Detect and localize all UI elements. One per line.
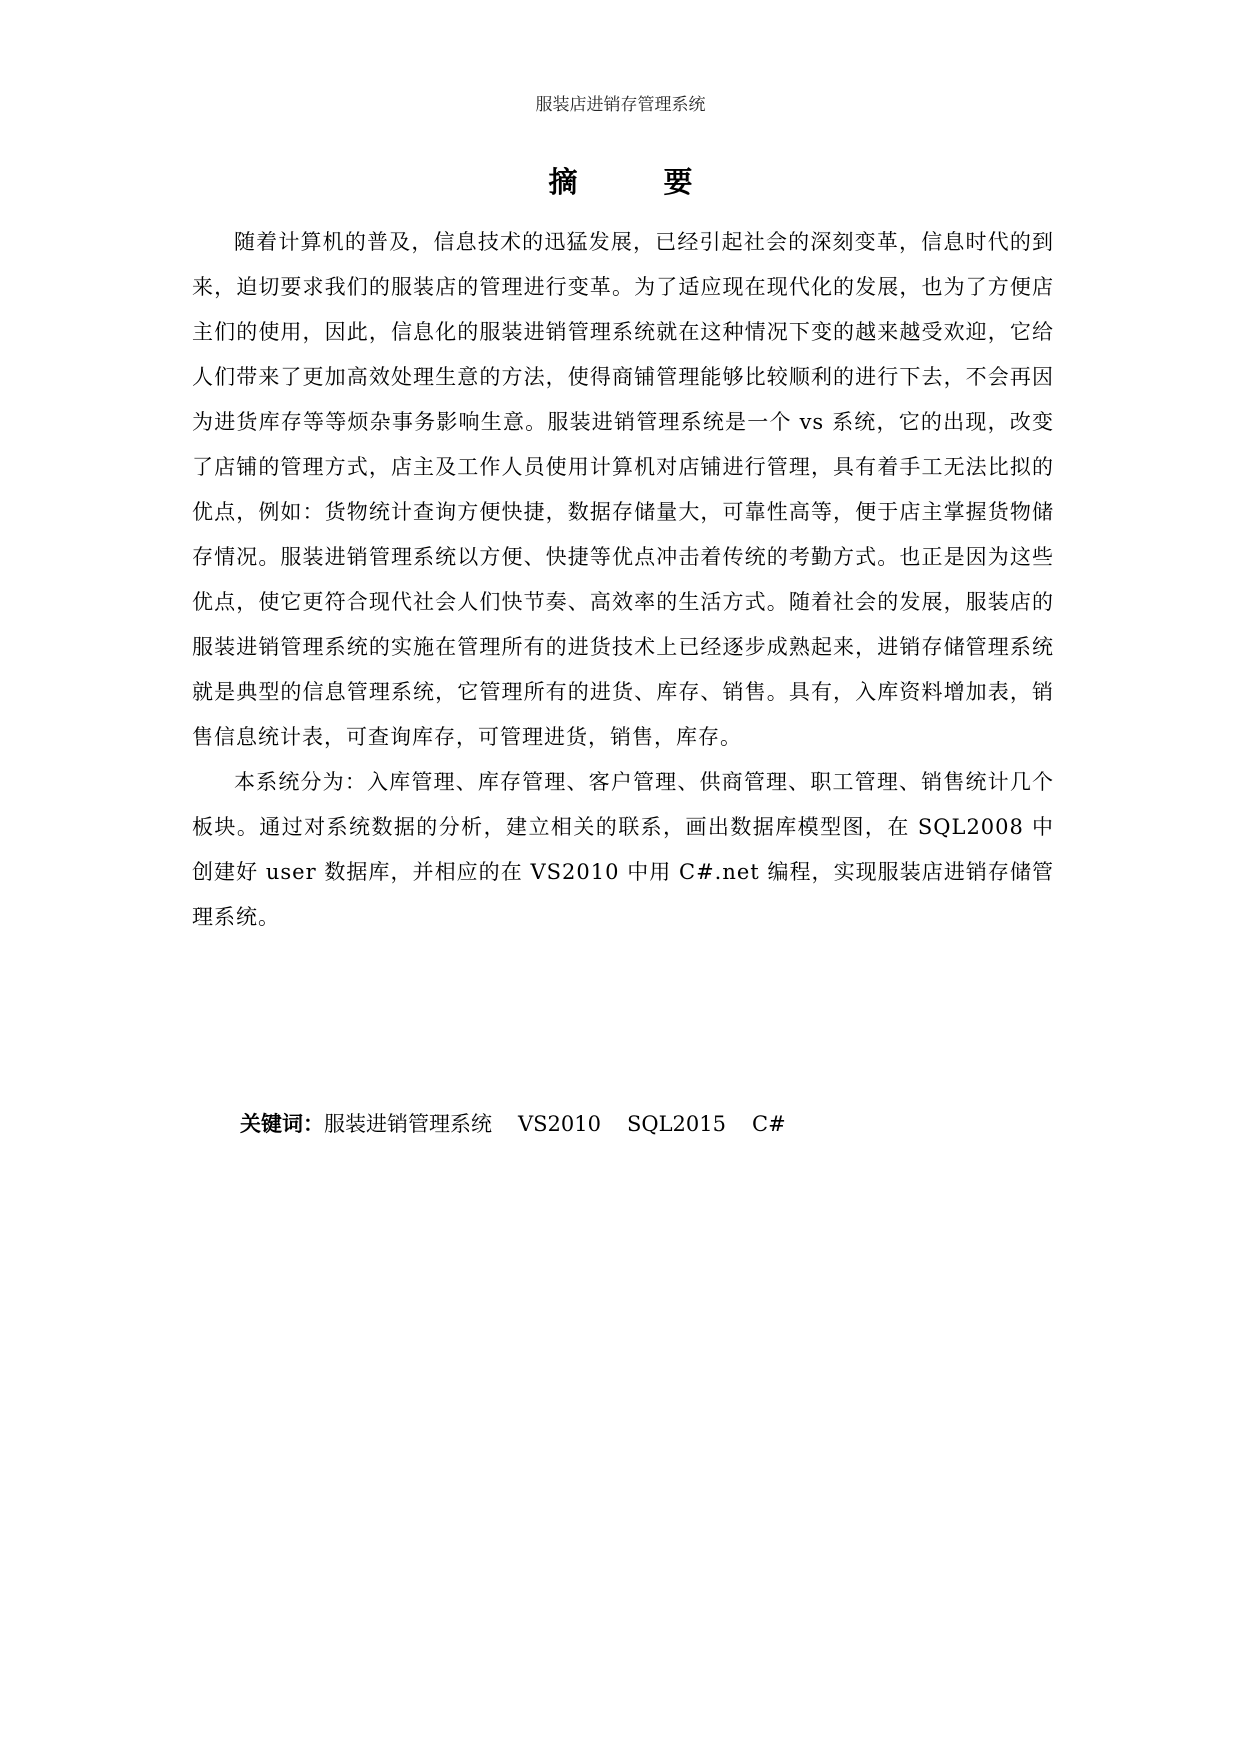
keyword-item: SQL2015 [627, 1112, 726, 1136]
keyword-item: 服装进销管理系统 [324, 1112, 492, 1136]
keywords-label: 关键词： [240, 1112, 324, 1136]
abstract-paragraph: 本系统分为：入库管理、库存管理、客户管理、供商管理、职工管理、销售统计几个板块。通过对系统数据的分析，建立相关的联系，画出数据库模型图，在 SQL2008 中创建好 user 数据库，并相应的在 VS2010 中用 C#.net 编程，实现服装店进销存储管理系统。 [192, 770, 1054, 929]
keyword-item: VS2010 [518, 1112, 601, 1136]
abstract-body [192, 220, 1054, 940]
abstract-paragraph: 随着计算机的普及，信息技术的迅猛发展，已经引起社会的深刻变革，信息时代的到来，迫切要求我们的服装店的管理进行变革。为了适应现在现代化的发展，也为了方便店主们的使用，因此，信息化的服装进销管理系统就在这种情况下变的越来越受欢迎，它给人们带来了更加高效处理生意的方法，使得商铺管理能够比较顺利的进行下去，不会再因为进货库存等等烦杂事务影响生意。服装进销管理系统是一个 vs 系统，它的出现，改变了店铺的管理方式，店主及工作人员使用计算机对店铺进行管理，具有着手工无法比拟的优点，例如：货物统计查询方便快捷，数据存储量大，可靠性高等，便于店主掌握货物储存情况。服装进销管理系统以方便、快捷等优点冲击着传统的考勤方式。也正是因为这些优点，使它更符合现代社会人们快节奏、高效率的生活方式。随着社会的发展，服装店的服装进销管理系统的实施在管理所有的进货技术上已经逐步成熟起来，进销存储管理系统就是典型的信息管理系统，它管理所有的进货、库存、销售。具有，入库资料增加表，销售信息统计表，可查询库存，可管理进货，销售，库存。 [192, 230, 1054, 749]
running-header: 服装店进销存管理系统 [535, 95, 706, 115]
abstract-title: 摘 要 [548, 165, 731, 199]
keywords-line [240, 1104, 1054, 1144]
keyword-item: C# [752, 1112, 786, 1136]
